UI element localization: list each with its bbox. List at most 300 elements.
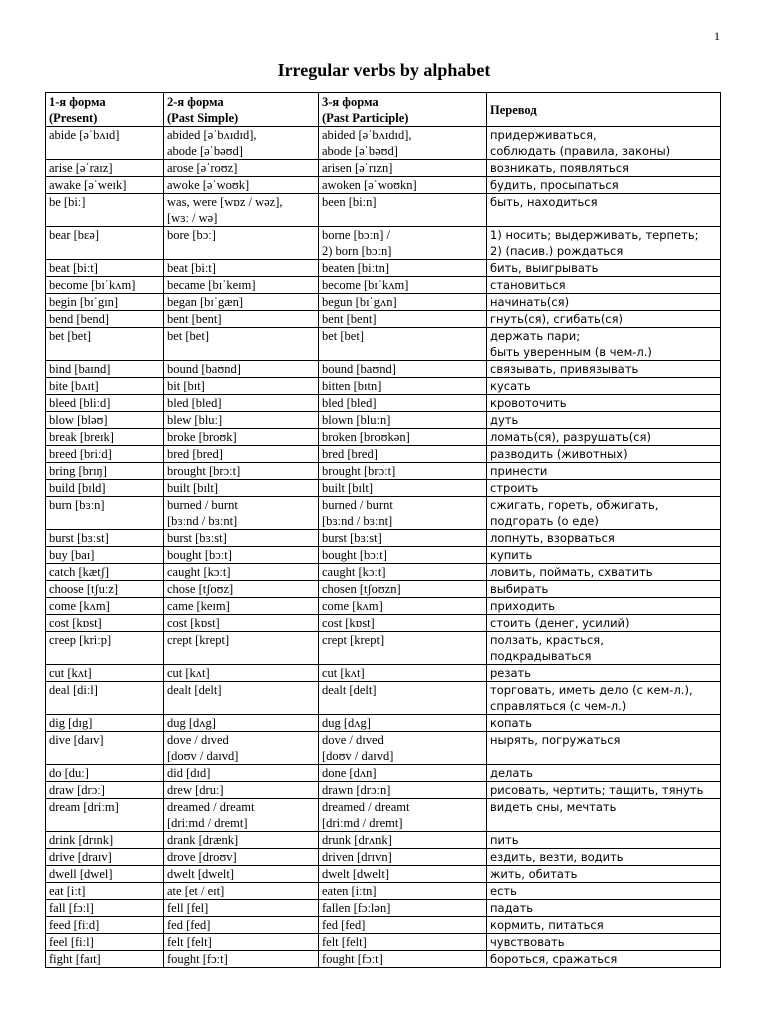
cell-translation: [487, 615, 721, 632]
cell-past-simple-line: dove / dɪved: [167, 733, 229, 747]
table-row: [46, 715, 721, 732]
cell-past-participle: [319, 127, 487, 160]
cell-past-simple-line: dreamed / dreamt: [167, 800, 255, 814]
table-row: [46, 429, 721, 446]
cell-past-participle: [319, 395, 487, 412]
cell-present: [46, 378, 164, 395]
table-row: [46, 632, 721, 665]
cell-translation-line: 1) носить; выдерживать, терпеть;: [490, 228, 699, 242]
cell-past-simple: [164, 951, 319, 968]
cell-past-participle-line: begun [bɪˈgʌn]: [322, 295, 397, 309]
cell-translation: [487, 260, 721, 277]
cell-past-simple-line: bit [bɪt]: [167, 379, 205, 393]
cell-present-line: abide [əˈbʌɪd]: [49, 128, 120, 142]
cell-present: [46, 765, 164, 782]
cell-translation: [487, 598, 721, 615]
cell-translation-line: начинать(ся): [490, 295, 570, 309]
cell-translation: [487, 866, 721, 883]
cell-past-participle: [319, 883, 487, 900]
cell-present-line: feel [fiːl]: [49, 935, 94, 949]
cell-past-participle-line: bled [bled]: [322, 396, 377, 410]
table-row: [46, 665, 721, 682]
table-row: [46, 412, 721, 429]
cell-present-line: dive [daɪv]: [49, 733, 104, 747]
cell-translation-line: резать: [490, 666, 532, 680]
document-title: Irregular verbs by alphabet: [277, 60, 491, 80]
table-row: [46, 849, 721, 866]
cell-present: [46, 395, 164, 412]
cell-past-simple-line: fell [fel]: [167, 901, 209, 915]
cell-past-simple: [164, 378, 319, 395]
cell-present-line: dig [dɪg]: [49, 716, 93, 730]
cell-translation: [487, 934, 721, 951]
cell-translation: [487, 480, 721, 497]
cell-translation-line: кормить, питаться: [490, 918, 604, 932]
cell-present: [46, 160, 164, 177]
cell-translation-line: кровоточить: [490, 396, 567, 410]
cell-past-participle-line: felt [felt]: [322, 935, 367, 949]
cell-past-simple: [164, 194, 319, 227]
cell-present: [46, 194, 164, 227]
cell-translation-line: падать: [490, 901, 534, 915]
cell-past-participle: [319, 463, 487, 480]
cell-past-simple-line: became [bɪˈkeɪm]: [167, 278, 256, 292]
cell-translation-line: сжигать, гореть, обжигать,: [490, 498, 659, 512]
cell-translation-line: рисовать, чертить; тащить, тянуть: [490, 783, 704, 797]
table-row: [46, 395, 721, 412]
cell-past-simple-line: [bɜːnd / bɜːnt]: [167, 514, 238, 528]
cell-past-participle-line: drawn [drɔːn]: [322, 783, 391, 797]
header-present-line: (Present): [49, 110, 98, 125]
cell-present-line: bite [bʌɪt]: [49, 379, 99, 393]
cell-past-simple: [164, 497, 319, 530]
cell-past-simple-line: cost [kɒst]: [167, 616, 220, 630]
table-row: [46, 934, 721, 951]
cell-translation: [487, 547, 721, 564]
cell-past-simple: [164, 177, 319, 194]
cell-past-participle-line: burned / burnt: [322, 498, 393, 512]
header-present-line: 1-я форма: [49, 94, 106, 109]
cell-past-simple-line: beat [biːt]: [167, 261, 216, 275]
cell-translation-line: приходить: [490, 599, 556, 613]
header-past-participle: [319, 93, 487, 127]
cell-past-participle: [319, 598, 487, 615]
cell-past-simple: [164, 127, 319, 160]
cell-past-simple: [164, 799, 319, 832]
cell-past-simple: [164, 547, 319, 564]
cell-past-simple-line: fought [fɔːt]: [167, 952, 228, 966]
cell-past-simple: [164, 395, 319, 412]
cell-present-line: bind [baɪnd]: [49, 362, 111, 376]
cell-past-simple-line: fed [fed]: [167, 918, 211, 932]
cell-past-participle: [319, 311, 487, 328]
cell-past-simple: [164, 160, 319, 177]
cell-past-simple-line: [doʊv / daɪvd]: [167, 749, 239, 763]
cell-past-simple: [164, 732, 319, 765]
cell-past-simple-line: was, were [wɒz / wəz],: [167, 195, 283, 209]
cell-translation: [487, 832, 721, 849]
cell-present: [46, 598, 164, 615]
cell-translation: [487, 799, 721, 832]
cell-translation: [487, 917, 721, 934]
cell-present: [46, 361, 164, 378]
cell-translation-line: торговать, иметь дело (с кем-л.),: [490, 683, 693, 697]
cell-present-line: blow [bləʊ]: [49, 413, 108, 427]
table-row: [46, 682, 721, 715]
cell-past-participle: [319, 849, 487, 866]
table-header-row: [46, 93, 721, 127]
cell-translation-line: связывать, привязывать: [490, 362, 639, 376]
cell-past-participle: [319, 177, 487, 194]
cell-translation-line: быть, находиться: [490, 195, 598, 209]
cell-past-participle-line: brought [brɔːt]: [322, 464, 396, 478]
cell-past-simple: [164, 849, 319, 866]
cell-present: [46, 665, 164, 682]
cell-past-simple-line: did [dɪd]: [167, 766, 211, 780]
cell-past-simple-line: built [bɪlt]: [167, 481, 219, 495]
cell-translation: [487, 294, 721, 311]
cell-past-simple-line: ate [et / eɪt]: [167, 884, 225, 898]
cell-present: [46, 917, 164, 934]
cell-present-line: burst [bɜːst]: [49, 531, 109, 545]
cell-present: [46, 260, 164, 277]
cell-past-participle: [319, 934, 487, 951]
cell-past-participle-line: broken [broʊkən]: [322, 430, 410, 444]
cell-translation: [487, 429, 721, 446]
cell-past-simple-line: drank [drænk]: [167, 833, 239, 847]
cell-past-participle-line: dreamed / dreamt: [322, 800, 410, 814]
cell-past-participle: [319, 564, 487, 581]
cell-past-simple: [164, 665, 319, 682]
table-row: [46, 615, 721, 632]
cell-translation-line: ломать(ся), разрушать(ся): [490, 430, 651, 444]
cell-past-participle-line: become [bɪˈkʌm]: [322, 278, 409, 292]
cell-present-line: bend [bend]: [49, 312, 110, 326]
cell-past-participle: [319, 581, 487, 598]
cell-present: [46, 547, 164, 564]
cell-translation-line: чувствовать: [490, 935, 565, 949]
cell-past-participle-line: come [kʌm]: [322, 599, 383, 613]
cell-translation-line: гнуть(ся), сгибать(ся): [490, 312, 624, 326]
cell-past-simple-line: brought [brɔːt]: [167, 464, 241, 478]
cell-present: [46, 782, 164, 799]
cell-past-simple-line: dug [dʌg]: [167, 716, 216, 730]
cell-past-participle: [319, 615, 487, 632]
cell-past-participle: [319, 866, 487, 883]
cell-present-line: draw [drɔː]: [49, 783, 105, 797]
cell-past-participle-line: abided [əˈbʌɪdɪd],: [322, 128, 412, 142]
table-row: [46, 497, 721, 530]
cell-present-line: awake [əˈweɪk]: [49, 178, 127, 192]
cell-past-simple-line: arose [əˈroʊz]: [167, 161, 238, 175]
cell-present-line: choose [tʃuːz]: [49, 582, 119, 596]
header-past-participle-line: (Past Participle): [322, 110, 409, 125]
cell-past-participle-line: driven [drɪvn]: [322, 850, 392, 864]
cell-translation-line: ползать, красться,: [490, 633, 604, 647]
cell-past-simple-line: caught [kɔːt]: [167, 565, 231, 579]
cell-present-line: eat [iːt]: [49, 884, 86, 898]
table-row: [46, 260, 721, 277]
cell-past-participle-line: beaten [biːtn]: [322, 261, 389, 275]
table-row: [46, 311, 721, 328]
cell-translation: [487, 564, 721, 581]
cell-past-participle-line: blown [bluːn]: [322, 413, 391, 427]
cell-past-participle: [319, 732, 487, 765]
cell-past-participle-line: dove / dɪved: [322, 733, 384, 747]
cell-present: [46, 530, 164, 547]
cell-past-participle-line: cost [kɒst]: [322, 616, 375, 630]
table-row: [46, 328, 721, 361]
cell-past-simple-line: bore [bɔː]: [167, 228, 216, 242]
cell-past-participle: [319, 665, 487, 682]
cell-past-simple: [164, 564, 319, 581]
cell-translation-line: разводить (животных): [490, 447, 628, 461]
cell-past-participle-line: dwelt [dwelt]: [322, 867, 389, 881]
cell-past-simple: [164, 934, 319, 951]
cell-past-participle-line: dealt [delt]: [322, 683, 377, 697]
cell-translation: [487, 715, 721, 732]
cell-past-simple: [164, 866, 319, 883]
cell-translation: [487, 328, 721, 361]
cell-present: [46, 446, 164, 463]
table-body: [46, 127, 721, 968]
cell-past-participle: [319, 530, 487, 547]
cell-past-simple: [164, 412, 319, 429]
table-row: [46, 277, 721, 294]
cell-translation: [487, 463, 721, 480]
cell-past-simple: [164, 429, 319, 446]
cell-past-participle-line: [bɜːnd / bɜːnt]: [322, 514, 393, 528]
cell-translation-line: ездить, везти, водить: [490, 850, 624, 864]
cell-past-participle: [319, 547, 487, 564]
cell-past-participle: [319, 277, 487, 294]
table-row: [46, 378, 721, 395]
table-row: [46, 127, 721, 160]
table-row: [46, 446, 721, 463]
cell-past-simple: [164, 900, 319, 917]
cell-past-simple-line: came [keɪm]: [167, 599, 230, 613]
header-translation: [487, 93, 721, 127]
cell-past-simple: [164, 361, 319, 378]
cell-present: [46, 127, 164, 160]
cell-present: [46, 934, 164, 951]
cell-translation-line: купить: [490, 548, 533, 562]
cell-past-simple-line: bound [baʊnd]: [167, 362, 241, 376]
cell-past-participle-line: eaten [iːtn]: [322, 884, 377, 898]
cell-present-line: build [bɪld]: [49, 481, 106, 495]
cell-translation: [487, 883, 721, 900]
cell-past-simple: [164, 328, 319, 361]
cell-translation: [487, 160, 721, 177]
cell-past-participle-line: 2) born [bɔːn]: [322, 244, 392, 258]
table-row: [46, 900, 721, 917]
header-past-participle-line: 3-я форма: [322, 94, 379, 109]
table-row: [46, 782, 721, 799]
cell-translation-line: придерживаться,: [490, 128, 597, 142]
cell-translation-line: бить, выигрывать: [490, 261, 599, 275]
cell-past-participle-line: dug [dʌg]: [322, 716, 371, 730]
cell-translation: [487, 378, 721, 395]
cell-past-participle-line: cut [kʌt]: [322, 666, 365, 680]
cell-present: [46, 615, 164, 632]
cell-past-simple: [164, 598, 319, 615]
cell-past-participle-line: abode [əˈbəʊd]: [322, 144, 398, 158]
cell-past-participle: [319, 378, 487, 395]
cell-present-line: become [bɪˈkʌm]: [49, 278, 136, 292]
header-present: [46, 93, 164, 127]
cell-translation: [487, 765, 721, 782]
cell-present: [46, 277, 164, 294]
table-row: [46, 832, 721, 849]
cell-translation-line: есть: [490, 884, 517, 898]
table-row: [46, 361, 721, 378]
cell-translation: [487, 849, 721, 866]
cell-present: [46, 480, 164, 497]
cell-translation: [487, 395, 721, 412]
table-row: [46, 598, 721, 615]
table-row: [46, 866, 721, 883]
cell-present-line: come [kʌm]: [49, 599, 110, 613]
cell-translation: [487, 951, 721, 968]
cell-past-simple-line: abided [əˈbʌɪdɪd],: [167, 128, 257, 142]
cell-translation-line: строить: [490, 481, 539, 495]
cell-past-simple: [164, 446, 319, 463]
cell-translation-line: ловить, поймать, схватить: [490, 565, 653, 579]
cell-translation: [487, 632, 721, 665]
cell-past-participle-line: built [bɪlt]: [322, 481, 374, 495]
cell-translation: [487, 497, 721, 530]
cell-translation: [487, 732, 721, 765]
cell-past-participle: [319, 765, 487, 782]
table-row: [46, 294, 721, 311]
cell-present: [46, 799, 164, 832]
cell-past-simple: [164, 782, 319, 799]
cell-translation: [487, 311, 721, 328]
cell-past-participle-line: awoken [əˈwoʊkn]: [322, 178, 417, 192]
cell-past-simple-line: bet [bet]: [167, 329, 209, 343]
cell-past-participle-line: bent [bent]: [322, 312, 377, 326]
cell-past-participle-line: bet [bet]: [322, 329, 364, 343]
cell-past-participle: [319, 799, 487, 832]
cell-past-participle: [319, 328, 487, 361]
cell-past-participle: [319, 917, 487, 934]
cell-translation: [487, 177, 721, 194]
cell-translation-line: быть уверенным (в чем-л.): [490, 345, 652, 359]
cell-past-simple-line: [wɜː / wə]: [167, 211, 218, 225]
cell-past-participle-line: been [biːn]: [322, 195, 377, 209]
cell-present-line: cut [kʌt]: [49, 666, 92, 680]
cell-present: [46, 900, 164, 917]
cell-past-simple-line: began [bɪˈgæn]: [167, 295, 244, 309]
cell-present: [46, 412, 164, 429]
table-row: [46, 883, 721, 900]
cell-present-line: buy [baɪ]: [49, 548, 95, 562]
table-row: [46, 951, 721, 968]
cell-past-participle-line: [doʊv / daɪvd]: [322, 749, 394, 763]
cell-present: [46, 832, 164, 849]
cell-past-simple-line: burned / burnt: [167, 498, 238, 512]
cell-translation-line: делать: [490, 766, 533, 780]
table-row: [46, 160, 721, 177]
cell-past-participle: [319, 480, 487, 497]
cell-translation: [487, 581, 721, 598]
cell-past-participle-line: burst [bɜːst]: [322, 531, 382, 545]
cell-present: [46, 951, 164, 968]
cell-past-simple-line: felt [felt]: [167, 935, 212, 949]
cell-present-line: fight [faɪt]: [49, 952, 101, 966]
cell-past-simple-line: bred [bred]: [167, 447, 223, 461]
cell-past-participle: [319, 412, 487, 429]
cell-translation: [487, 530, 721, 547]
table-row: [46, 530, 721, 547]
cell-past-participle: [319, 715, 487, 732]
cell-present-line: dwell [dwel]: [49, 867, 113, 881]
cell-present-line: fall [fɔːl]: [49, 901, 94, 915]
cell-present: [46, 463, 164, 480]
cell-translation: [487, 446, 721, 463]
table-row: [46, 765, 721, 782]
cell-translation-line: держать пари;: [490, 329, 581, 343]
cell-translation-line: бороться, сражаться: [490, 952, 618, 966]
cell-past-simple: [164, 294, 319, 311]
cell-translation: [487, 682, 721, 715]
header-past-simple-line: (Past Simple): [167, 110, 239, 125]
cell-past-simple-line: crept [krept]: [167, 633, 230, 647]
cell-past-simple-line: drew [druː]: [167, 783, 224, 797]
header-past-simple-line: 2-я форма: [167, 94, 224, 109]
cell-present-line: arise [əˈraɪz]: [49, 161, 113, 175]
cell-present: [46, 429, 164, 446]
cell-present: [46, 497, 164, 530]
cell-past-simple: [164, 615, 319, 632]
cell-translation: [487, 127, 721, 160]
cell-present-line: do [duː]: [49, 766, 89, 780]
cell-past-simple: [164, 530, 319, 547]
cell-translation-line: нырять, погружаться: [490, 733, 621, 747]
cell-translation-line: жить, обитать: [490, 867, 578, 881]
cell-translation-line: будить, просыпаться: [490, 178, 619, 192]
cell-present-line: be [biː]: [49, 195, 86, 209]
cell-past-simple: [164, 480, 319, 497]
cell-translation: [487, 361, 721, 378]
cell-present: [46, 311, 164, 328]
cell-present: [46, 632, 164, 665]
cell-past-participle-line: bitten [bɪtn]: [322, 379, 382, 393]
cell-past-participle-line: done [dʌn]: [322, 766, 377, 780]
cell-present: [46, 328, 164, 361]
cell-past-participle: [319, 497, 487, 530]
cell-present: [46, 849, 164, 866]
cell-translation-line: справляться (с чем-л.): [490, 699, 627, 713]
cell-translation-line: становиться: [490, 278, 566, 292]
cell-present-line: drink [drɪnk]: [49, 833, 114, 847]
cell-past-participle: [319, 294, 487, 311]
cell-past-participle-line: caught [kɔːt]: [322, 565, 386, 579]
cell-past-participle-line: fed [fed]: [322, 918, 366, 932]
table-row: [46, 732, 721, 765]
cell-translation-line: возникать, появляться: [490, 161, 629, 175]
cell-present-line: beat [biːt]: [49, 261, 98, 275]
page-number: 1: [714, 29, 720, 43]
cell-past-simple: [164, 277, 319, 294]
cell-translation-line: соблюдать (правила, законы): [490, 144, 671, 158]
cell-present-line: deal [diːl]: [49, 683, 98, 697]
table-row: [46, 917, 721, 934]
cell-past-participle: [319, 194, 487, 227]
cell-present-line: bear [bɛə]: [49, 228, 100, 242]
cell-present: [46, 866, 164, 883]
cell-past-simple-line: dwelt [dwelt]: [167, 867, 234, 881]
